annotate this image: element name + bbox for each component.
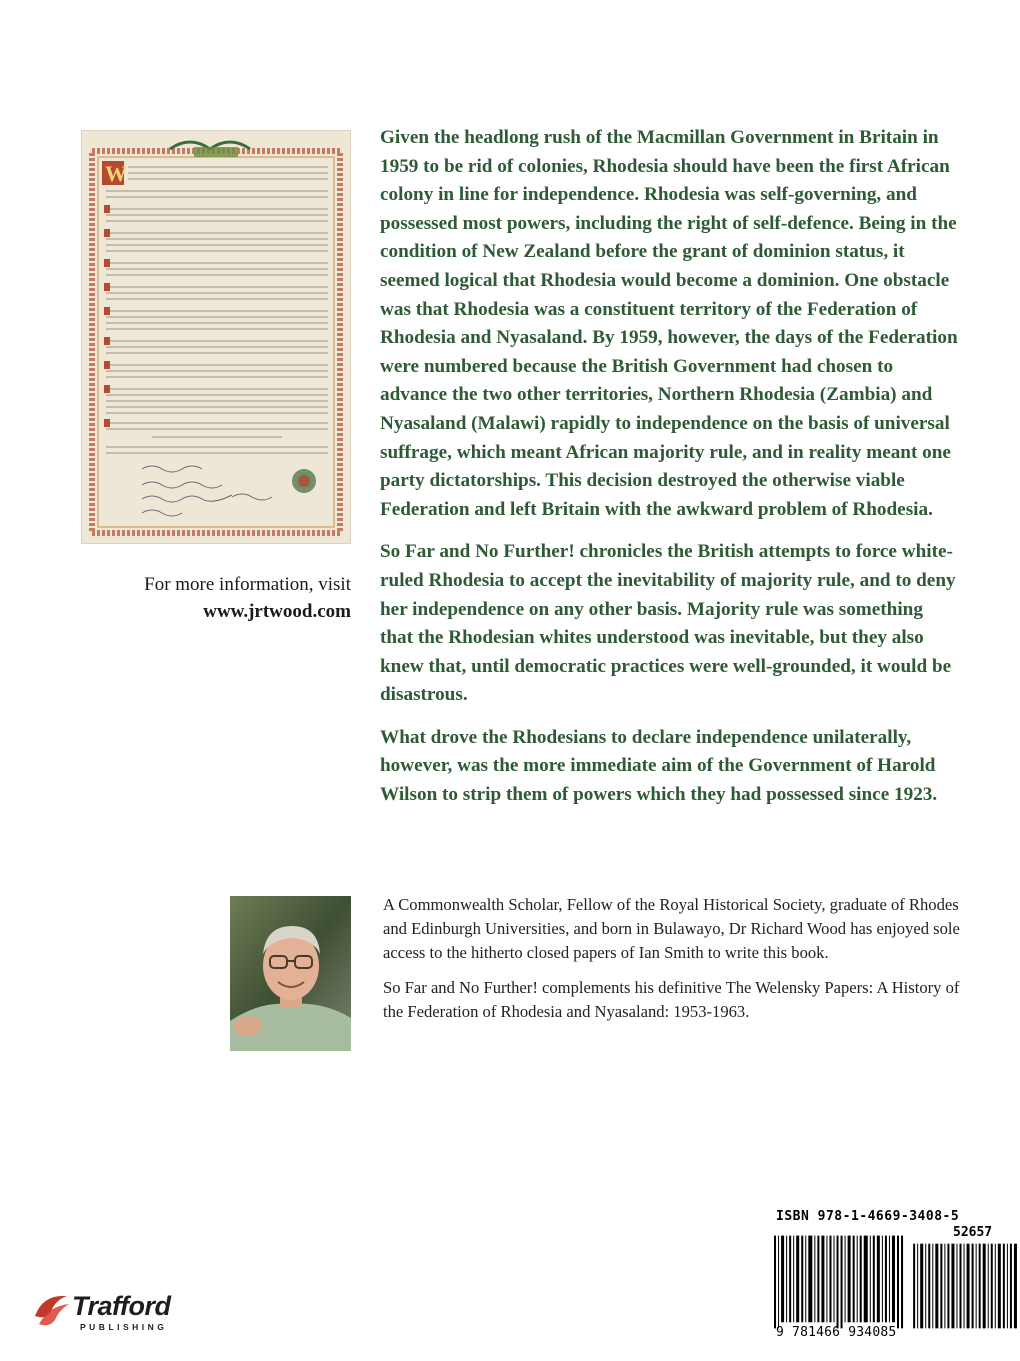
bio-paragraph-1: A Commonwealth Scholar, Fellow of the Royal Historical Society, graduate of Rhodes and Edinburgh Universities, and born in Bulawayo, Dr Richard Wood has enjoyed sole access to the hitherto closed papers of Ian Smith to write this book. — [383, 895, 960, 962]
publisher-subtitle: PUBLISHING — [80, 1322, 168, 1332]
isbn-label: ISBN 978-1-4669-3408-5 — [776, 1209, 960, 1224]
ean-digits: 9 781466 934085 — [776, 1325, 897, 1340]
more-info-block — [60, 571, 351, 625]
author-photo — [230, 896, 351, 1051]
bio-paragraph-2: So Far and No Further! complements his definitive The Welensky Papers: A History of the Federation of Rhodesia and Nyasaland: 1953-1963. — [383, 978, 960, 1021]
svg-text:W: W — [105, 161, 127, 186]
author-bio — [383, 893, 963, 1035]
price-code: 52657 — [953, 1225, 993, 1240]
blurb-paragraph-3: What drove the Rhodesians to declare independence unilaterally, however, was the more immediate aim of the Government of Harold Wilson to strip them of powers which they had possessed since 1923. — [380, 726, 938, 806]
back-cover-blurb — [380, 124, 960, 824]
publisher-name: Trafford — [72, 1291, 171, 1321]
website-link[interactable]: www.jrtwood.com — [203, 601, 351, 622]
proclamation-image — [81, 130, 351, 544]
blurb-paragraph-2: So Far and No Further! chronicles the British attempts to force white-ruled Rhodesia to accept the inevitability of majority rule, and to deny her independence on any other basis. Majority rule was something that the Rhodesian whites understood was inevitable, but they also knew that, until democratic practices were well-grounded, it would be disastrous. — [380, 541, 956, 706]
more-info-label: For more information, visit — [144, 574, 351, 595]
blurb-paragraph-1: Given the headlong rush of the Macmillan Government in Britain in 1959 to be rid of colonies, Rhodesia should have been the first African colony in line for independence. Rhodesia was self-governing, and possessed most powers, including the right of self-defence. Being in the condition of New Zealand before the grant of dominion status, it seemed logical that Rhodesia would become a dominion. One obstacle was that Rhodesia was a constituent territory of the Federation of Rhodesia and Nyasaland. By 1959, however, the days of the Federation were numbered because the British Government had chosen to advance the two other territories, Northern Rhodesia (Zambia) and Nyasaland (Malawi) rapidly to independence on the basis of universal suffrage, which meant African majority rule, and in reality meant one party dictatorships. This decision destroyed the otherwise viable Federation and left Britain with the awkward problem of Rhodesia. — [380, 127, 958, 520]
